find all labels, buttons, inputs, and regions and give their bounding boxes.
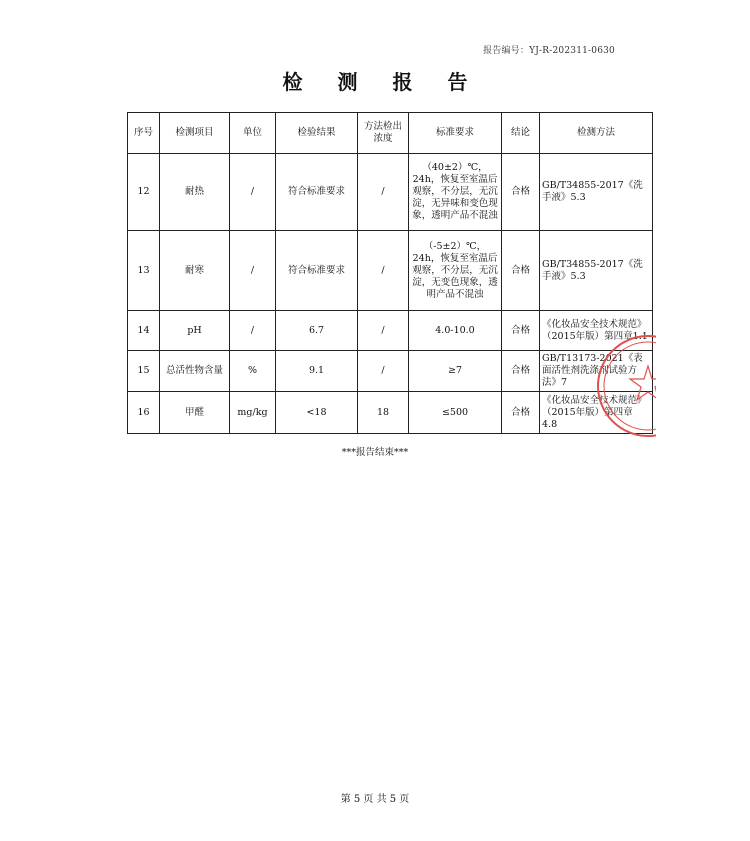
standard-requirement: ≥7 [409, 351, 502, 392]
test-result: 6.7 [276, 311, 358, 351]
row-number: 16 [128, 392, 160, 434]
table-row [128, 392, 653, 434]
standard-requirement: （-5±2）℃，24h，恢复至室温后观察，不分层，无沉淀，无变色现象，透明产品不混浊 [409, 231, 502, 311]
table-row [128, 154, 653, 231]
test-item: 耐寒 [160, 231, 230, 311]
conclusion: 合格 [502, 392, 540, 434]
conclusion: 合格 [502, 154, 540, 231]
unit: / [230, 231, 276, 311]
conclusion: 合格 [502, 351, 540, 392]
row-number: 13 [128, 231, 160, 311]
column-header: 检验结果 [276, 113, 358, 154]
column-header: 检测方法 [540, 113, 653, 154]
conclusion: 合格 [502, 231, 540, 311]
page-title: 检 测 报 告 [282, 70, 482, 94]
unit: % [230, 351, 276, 392]
table-header-row [128, 113, 653, 154]
conclusion: 合格 [502, 311, 540, 351]
test-result: 符合标准要求 [276, 231, 358, 311]
test-method: GB/T34855-2017《洗手液》5.3 [540, 231, 653, 311]
unit: / [230, 154, 276, 231]
test-method: 《化妆品安全技术规范》（2015年版）第四章1.1 [540, 311, 653, 351]
test-item: pH [160, 311, 230, 351]
unit: mg/kg [230, 392, 276, 434]
column-header: 方法检出浓度 [358, 113, 409, 154]
report-end-note: ***报告结束*** [341, 447, 409, 458]
table-row [128, 311, 653, 351]
test-method: GB/T13173-2021《表面活性剂洗涤剂试验方法》7 [540, 351, 653, 392]
table-row [128, 351, 653, 392]
column-header: 单位 [230, 113, 276, 154]
test-result: <18 [276, 392, 358, 434]
detection-limit: / [358, 311, 409, 351]
row-number: 15 [128, 351, 160, 392]
test-result: 符合标准要求 [276, 154, 358, 231]
column-header: 序号 [128, 113, 160, 154]
test-item: 耐热 [160, 154, 230, 231]
detection-limit: / [358, 154, 409, 231]
column-header: 结论 [502, 113, 540, 154]
test-method: GB/T34855-2017《洗手液》5.3 [540, 154, 653, 231]
test-method: 《化妆品安全技术规范》（2015年版）第四章 4.8 [540, 392, 653, 434]
test-result: 9.1 [276, 351, 358, 392]
detection-limit: 18 [358, 392, 409, 434]
detection-limit: / [358, 351, 409, 392]
report-number: 报告编号：YJ-R-202311-0630 [483, 46, 615, 56]
standard-requirement: （40±2）℃，24h，恢复至室温后观察，不分层，无沉淀，无异味和变色现象，透明产品不混浊 [409, 154, 502, 231]
test-results-table [127, 112, 653, 434]
test-item: 甲醛 [160, 392, 230, 434]
unit: / [230, 311, 276, 351]
table-row [128, 231, 653, 311]
standard-requirement: 4.0-10.0 [409, 311, 502, 351]
test-item: 总活性物含量 [160, 351, 230, 392]
column-header: 标准要求 [409, 113, 502, 154]
detection-limit: / [358, 231, 409, 311]
row-number: 12 [128, 154, 160, 231]
row-number: 14 [128, 311, 160, 351]
standard-requirement: ≤500 [409, 392, 502, 434]
column-header: 检测项目 [160, 113, 230, 154]
page-number: 第 5 页 共 5 页 [340, 794, 410, 805]
